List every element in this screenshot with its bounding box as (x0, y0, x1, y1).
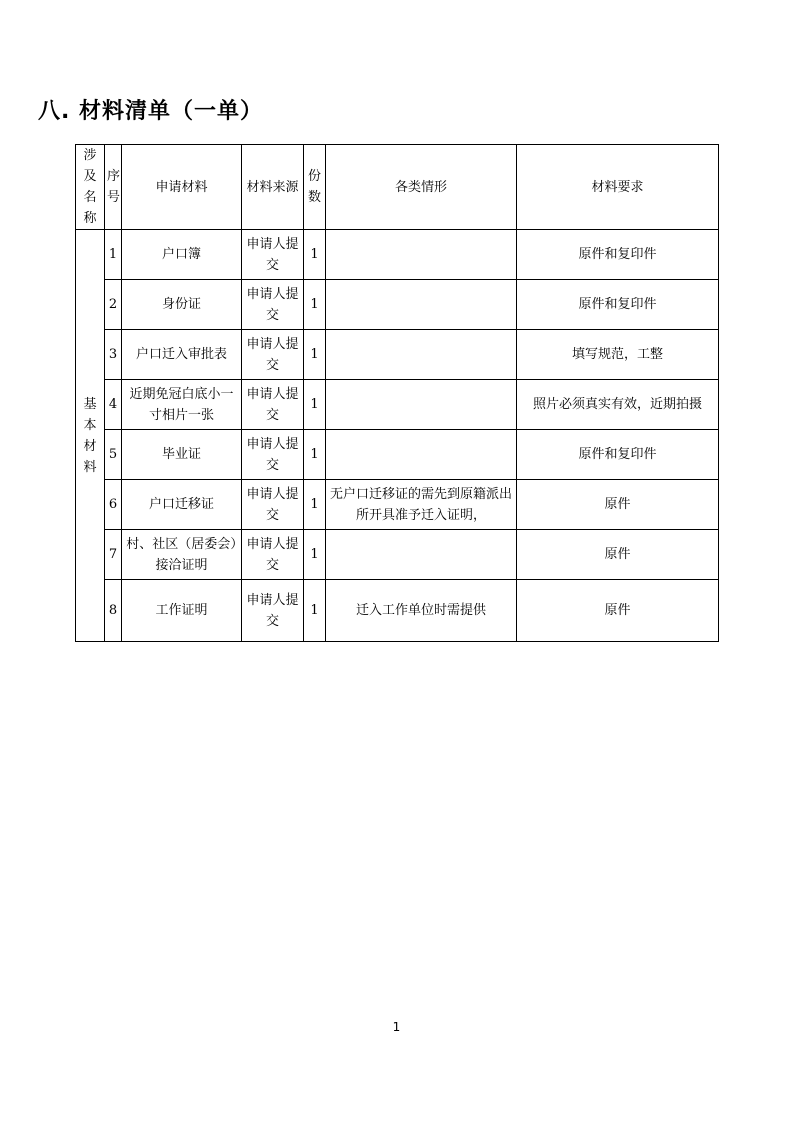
material-cell: 近期免冠白底小一寸相片一张 (122, 380, 242, 430)
seq-cell: 2 (105, 280, 122, 330)
material-cell: 村、社区（居委会）接洽证明 (122, 530, 242, 580)
count-cell: 1 (304, 280, 326, 330)
requirement-cell: 照片必须真实有效，近期拍摄 (517, 380, 719, 430)
header-seq: 序号 (105, 145, 122, 230)
requirement-cell: 原件和复印件 (517, 430, 719, 480)
count-cell: 1 (304, 330, 326, 380)
header-category: 涉及名称 (76, 145, 105, 230)
count-cell: 1 (304, 380, 326, 430)
requirement-cell: 原件 (517, 580, 719, 642)
requirement-cell: 原件 (517, 530, 719, 580)
source-cell: 申请人提交 (242, 430, 304, 480)
count-cell: 1 (304, 430, 326, 480)
table-header-row (76, 145, 719, 230)
source-cell: 申请人提交 (242, 280, 304, 330)
header-requirement: 材料要求 (517, 145, 719, 230)
materials-table (75, 144, 719, 642)
source-cell: 申请人提交 (242, 580, 304, 642)
source-cell: 申请人提交 (242, 480, 304, 530)
source-cell: 申请人提交 (242, 380, 304, 430)
table-row (76, 280, 719, 330)
count-cell: 1 (304, 530, 326, 580)
table-row (76, 580, 719, 642)
material-cell: 户口迁移证 (122, 480, 242, 530)
material-cell: 身份证 (122, 280, 242, 330)
cases-cell (326, 330, 517, 380)
cases-cell (326, 380, 517, 430)
table-row (76, 430, 719, 480)
seq-cell: 5 (105, 430, 122, 480)
requirement-cell: 原件和复印件 (517, 230, 719, 280)
material-cell: 工作证明 (122, 580, 242, 642)
source-cell: 申请人提交 (242, 330, 304, 380)
table-row (76, 330, 719, 380)
table-row (76, 230, 719, 280)
material-cell: 户口迁入审批表 (122, 330, 242, 380)
cases-cell: 无户口迁移证的需先到原籍派出所开具准予迁入证明， (326, 480, 517, 530)
table-row (76, 480, 719, 530)
category-cell: 基本材料 (76, 230, 105, 642)
seq-cell: 7 (105, 530, 122, 580)
material-cell: 户口簿 (122, 230, 242, 280)
source-cell: 申请人提交 (242, 530, 304, 580)
header-material: 申请材料 (122, 145, 242, 230)
seq-cell: 6 (105, 480, 122, 530)
header-source: 材料来源 (242, 145, 304, 230)
requirement-cell: 原件 (517, 480, 719, 530)
cases-cell (326, 430, 517, 480)
seq-cell: 3 (105, 330, 122, 380)
count-cell: 1 (304, 580, 326, 642)
cases-cell (326, 230, 517, 280)
header-count: 份数 (304, 145, 326, 230)
cases-cell (326, 280, 517, 330)
section-heading: 八. 材料清单（一单） (38, 99, 264, 124)
requirement-cell: 原件和复印件 (517, 280, 719, 330)
material-cell: 毕业证 (122, 430, 242, 480)
table-row (76, 530, 719, 580)
cases-cell (326, 530, 517, 580)
header-cases: 各类情形 (326, 145, 517, 230)
count-cell: 1 (304, 230, 326, 280)
count-cell: 1 (304, 480, 326, 530)
page-number: 1 (392, 1020, 401, 1034)
seq-cell: 4 (105, 380, 122, 430)
seq-cell: 8 (105, 580, 122, 642)
cases-cell: 迁入工作单位时需提供 (326, 580, 517, 642)
seq-cell: 1 (105, 230, 122, 280)
table-row (76, 380, 719, 430)
requirement-cell: 填写规范，工整 (517, 330, 719, 380)
source-cell: 申请人提交 (242, 230, 304, 280)
